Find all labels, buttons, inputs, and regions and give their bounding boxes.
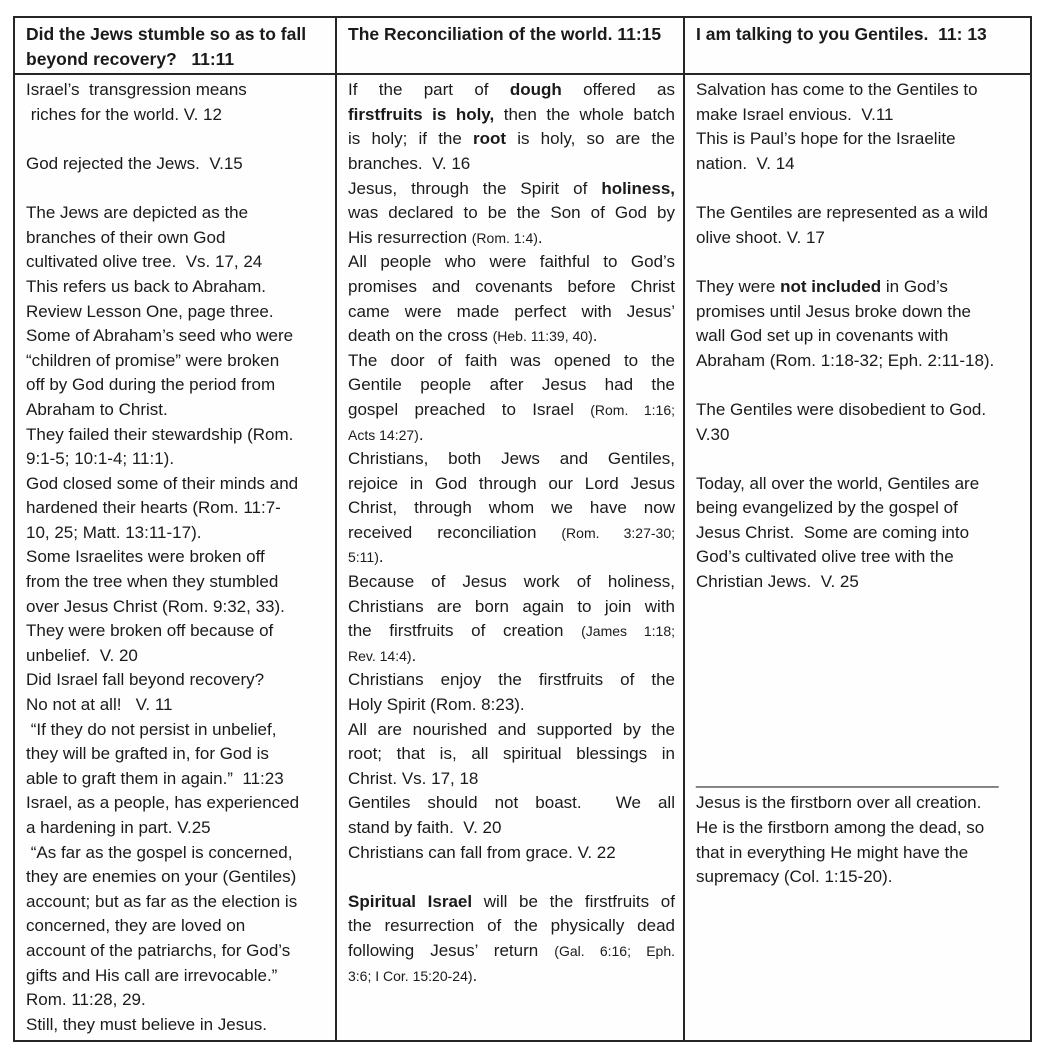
text-run: “children of promise” were broken <box>26 350 280 370</box>
text-line <box>26 964 327 989</box>
text-line <box>348 791 675 816</box>
text-line <box>696 865 1022 890</box>
blank-line <box>696 742 1022 767</box>
column-body-2 <box>684 74 1031 1041</box>
text-line <box>348 521 675 546</box>
text-line <box>696 324 1022 349</box>
text-run: make Israel envious. V.11 <box>696 104 894 124</box>
text-run: His resurrection <box>348 227 472 247</box>
text-line <box>26 201 327 226</box>
text-run: The Gentiles were disobedient to God. <box>696 399 987 419</box>
text-run: branches. V. 16 <box>348 153 471 173</box>
text-line <box>696 545 1022 570</box>
text-run: Holy Spirit (Rom. 8:23). <box>348 695 525 715</box>
text-line <box>696 570 1022 595</box>
text-run: came were made perfect with Jesus’ <box>348 301 675 321</box>
scripture-reference: (Rom. 1:16; <box>590 401 676 418</box>
text-line <box>696 226 1022 251</box>
text-run: riches for the world. V. 12 <box>26 104 222 124</box>
text-run: Christians are born again to join with <box>348 596 675 616</box>
text-line <box>696 300 1022 325</box>
text-line <box>696 78 1022 103</box>
text-run: they are enemies on your (Gentiles) <box>26 867 297 887</box>
text-line <box>696 152 1022 177</box>
text-line <box>348 816 675 841</box>
scripture-reference: (Gal. 6:16; Eph. <box>554 942 675 959</box>
text-line <box>696 127 1022 152</box>
text-run: account; but as far as the election is <box>26 891 298 911</box>
text-line <box>348 742 675 767</box>
text-line <box>348 767 675 792</box>
text-line <box>696 275 1022 300</box>
text-run: This is Paul’s hope for the Israelite <box>696 129 956 149</box>
text-line <box>696 423 1022 448</box>
text-run: Christ. Vs. 17, 18 <box>348 768 479 788</box>
text-run: ________________________________ <box>696 768 999 788</box>
blank-line <box>696 447 1022 472</box>
text-run: then the whole batch <box>494 104 675 124</box>
text-line <box>26 447 327 472</box>
text-line <box>26 250 327 275</box>
text-line <box>348 250 675 275</box>
text-run: promises until Jesus broke down the <box>696 301 971 321</box>
text-line <box>348 324 675 349</box>
text-line <box>26 570 327 595</box>
blank-line <box>26 127 327 152</box>
text-line <box>696 841 1022 866</box>
text-run: If the part of <box>348 80 510 100</box>
text-line <box>348 275 675 300</box>
text-run: Some Israelites were broken off <box>26 547 265 567</box>
text-line <box>348 349 675 374</box>
text-line <box>696 791 1022 816</box>
text-run: is holy, so are the <box>506 129 675 149</box>
table-header-row <box>14 17 1031 74</box>
text-run: V.30 <box>696 424 730 444</box>
text-run: received reconciliation <box>348 522 562 542</box>
text-line <box>26 718 327 743</box>
text-line <box>696 816 1022 841</box>
text-line <box>26 521 327 546</box>
text-run: . <box>378 547 384 567</box>
text-line <box>26 644 327 669</box>
text-run: Rom. 11:28, 29. <box>26 990 146 1010</box>
text-run: Because of Jesus work of holiness, <box>348 572 675 592</box>
text-run: able to graft them in again.” 11:23 <box>26 768 284 788</box>
text-run: Abraham (Rom. 1:18-32; Eph. 2:11-18). <box>696 350 995 370</box>
text-line <box>26 226 327 251</box>
scripture-reference: Acts 14:27) <box>348 426 419 443</box>
text-run: wall God set up in covenants with <box>696 326 949 346</box>
bold-text: dough <box>509 80 562 100</box>
text-line <box>348 570 675 595</box>
blank-line <box>696 718 1022 743</box>
text-run: . <box>537 227 543 247</box>
blank-line <box>696 595 1022 620</box>
scripture-reference: 5:11) <box>348 549 379 566</box>
scripture-reference: (James 1:18; <box>581 623 675 640</box>
text-run: They were broken off because of <box>26 621 274 641</box>
blank-line <box>696 668 1022 693</box>
text-line <box>26 349 327 374</box>
text-line <box>348 423 675 448</box>
text-run: was declared to be the Son of God by <box>348 203 675 223</box>
text-run: God closed some of their minds and <box>26 473 299 493</box>
text-run: concerned, they are loved on <box>26 916 246 936</box>
text-run: This refers us back to Abraham. <box>26 276 266 296</box>
text-run: that in everything He might have the <box>696 842 969 862</box>
blank-line <box>696 644 1022 669</box>
text-line <box>348 177 675 202</box>
text-run: . <box>411 645 417 665</box>
scripture-reference: (Heb. 11:39, 40) <box>492 328 593 345</box>
text-run: God’s cultivated olive tree with the <box>696 547 954 567</box>
text-line <box>348 398 675 423</box>
text-line <box>348 644 675 669</box>
text-line <box>348 103 675 128</box>
header-text: beyond recovery? 11:11 <box>26 48 235 69</box>
text-line <box>348 472 675 497</box>
text-run: account of the patriarchs, for God’s <box>26 940 291 960</box>
text-line <box>696 521 1022 546</box>
text-run: Jesus, through the Spirit of <box>348 178 602 198</box>
text-line <box>26 275 327 300</box>
text-run: will be the firstfruits of <box>472 891 675 911</box>
text-line <box>696 767 1022 792</box>
text-run: cultivated olive tree. Vs. 17, 24 <box>26 252 263 272</box>
text-run: being evangelized by the gospel of <box>696 498 958 518</box>
text-run: 10, 25; Matt. 13:11-17). <box>26 522 202 542</box>
text-line <box>348 718 675 743</box>
text-run: following Jesus’ return <box>348 940 555 960</box>
text-run: Gentile people after Jesus had the <box>348 375 675 395</box>
text-line <box>26 841 327 866</box>
text-run: the firstfruits of creation <box>348 621 582 641</box>
text-run: offered as <box>561 80 675 100</box>
text-line <box>348 127 675 152</box>
text-line <box>348 78 675 103</box>
blank-line <box>696 693 1022 718</box>
text-line <box>348 496 675 521</box>
text-line <box>348 841 675 866</box>
text-line <box>26 742 327 767</box>
text-line <box>348 300 675 325</box>
column-header-2 <box>684 17 1031 74</box>
text-run: in God’s <box>881 276 948 296</box>
bold-text: firstfruits is holy, <box>348 104 495 124</box>
text-run: Christian Jews. V. 25 <box>696 572 859 592</box>
text-run: root; that is, all spiritual blessings in <box>348 744 675 764</box>
text-run: Did Israel fall beyond recovery? <box>26 670 265 690</box>
text-run: supremacy (Col. 1:15-20). <box>696 867 893 887</box>
scripture-reference: (Rom. 1:4) <box>471 229 538 246</box>
text-line <box>696 472 1022 497</box>
text-line <box>26 865 327 890</box>
text-run: branches of their own God <box>26 227 226 247</box>
text-run: . <box>472 965 478 985</box>
text-line <box>696 103 1022 128</box>
text-run: Israel’s transgression means <box>26 80 247 100</box>
text-run: No not at all! V. 11 <box>26 695 173 715</box>
blank-line <box>696 619 1022 644</box>
scripture-reference: Rev. 14:4) <box>348 647 412 664</box>
text-line <box>696 349 1022 374</box>
text-line <box>696 496 1022 521</box>
text-line <box>348 693 675 718</box>
text-run: . <box>418 424 424 444</box>
text-run: The Gentiles are represented as a wild <box>696 203 988 223</box>
text-run: Review Lesson One, page three. <box>26 301 274 321</box>
text-line <box>26 423 327 448</box>
blank-line <box>26 177 327 202</box>
text-run: “As far as the gospel is concerned, <box>26 842 293 862</box>
text-line <box>26 595 327 620</box>
text-line <box>696 398 1022 423</box>
text-run: over Jesus Christ (Rom. 9:32, 33). <box>26 596 285 616</box>
text-run: Christians enjoy the firstfruits of the <box>348 670 675 690</box>
text-line <box>26 324 327 349</box>
text-run: “If they do not persist in unbelief, <box>26 719 277 739</box>
text-run: All are nourished and supported by the <box>348 719 675 739</box>
bible-study-table <box>13 16 1032 1042</box>
text-run: They were <box>696 276 781 296</box>
bold-text: Spiritual Israel <box>348 891 473 911</box>
text-run: Still, they must believe in Jesus. <box>26 1014 267 1034</box>
text-run: nation. V. 14 <box>696 153 795 173</box>
text-run: The door of faith was opened to the <box>348 350 675 370</box>
text-run: God rejected the Jews. V.15 <box>26 153 243 173</box>
bold-text: root <box>473 129 507 149</box>
table-body-row <box>14 74 1031 1041</box>
bold-text: not included <box>780 276 882 296</box>
text-line <box>26 767 327 792</box>
text-run: Christians can fall from grace. V. 22 <box>348 842 616 862</box>
text-line <box>26 373 327 398</box>
text-line <box>348 201 675 226</box>
text-line <box>348 226 675 251</box>
text-run: rejoice in God through our Lord Jesus <box>348 473 675 493</box>
column-header-0 <box>14 17 336 74</box>
blank-line <box>696 373 1022 398</box>
header-text: Did the Jews stumble so as to fall <box>26 24 307 44</box>
text-run: gospel preached to Israel <box>348 399 591 419</box>
text-line <box>26 791 327 816</box>
text-line <box>696 201 1022 226</box>
blank-line <box>696 250 1022 275</box>
text-line <box>348 373 675 398</box>
text-run: Israel, as a people, has experienced <box>26 793 300 813</box>
text-line <box>26 1013 327 1038</box>
text-line <box>348 595 675 620</box>
blank-line <box>696 177 1022 202</box>
text-run: a hardening in part. V.25 <box>26 818 211 837</box>
column-header-1 <box>336 17 684 74</box>
text-line <box>348 890 675 915</box>
text-line <box>348 619 675 644</box>
text-run: Today, all over the world, Gentiles are <box>696 473 980 493</box>
text-line <box>26 103 327 128</box>
text-line <box>26 693 327 718</box>
text-run: off by God during the period from <box>26 375 276 395</box>
text-line <box>26 816 327 841</box>
text-line <box>26 545 327 570</box>
text-run: Jesus Christ. Some are coming into <box>696 522 970 542</box>
text-line <box>26 78 327 103</box>
text-run: The Jews are depicted as the <box>26 203 249 223</box>
text-line <box>26 496 327 521</box>
scripture-reference: (Rom. 3:27-30; <box>561 524 675 541</box>
text-run: stand by faith. V. 20 <box>348 818 502 837</box>
text-run: . <box>592 326 598 346</box>
column-body-0 <box>14 74 336 1041</box>
text-run: He is the firstborn among the dead, so <box>696 818 985 837</box>
text-run: Salvation has come to the Gentiles to <box>696 80 978 100</box>
text-run: Jesus is the firstborn over all creation. <box>696 793 982 813</box>
text-line <box>26 300 327 325</box>
text-line <box>26 988 327 1013</box>
text-line <box>348 964 675 989</box>
text-run: unbelief. V. 20 <box>26 645 138 665</box>
text-run: Abraham to Christ. <box>26 399 168 419</box>
text-run: They failed their stewardship (Rom. <box>26 424 294 444</box>
text-line <box>348 914 675 939</box>
text-run: gifts and His call are irrevocable.” <box>26 965 278 985</box>
text-run: All people who were faithful to God’s <box>348 252 675 272</box>
text-line <box>348 545 675 570</box>
text-run: hardened their hearts (Rom. 11:7- <box>26 498 281 518</box>
bold-text: holiness, <box>601 178 675 198</box>
text-run: olive shoot. V. 17 <box>696 227 825 247</box>
header-text: I am talking to you Gentiles. 11: 13 <box>696 24 987 44</box>
text-line <box>26 939 327 964</box>
column-body-1 <box>336 74 684 1041</box>
scripture-reference: 3:6; I Cor. 15:20-24) <box>348 967 473 984</box>
blank-line <box>348 865 675 890</box>
text-run: from the tree when they stumbled <box>26 572 279 592</box>
text-line <box>348 668 675 693</box>
text-run: Some of Abraham’s seed who were <box>26 326 294 346</box>
text-run: Christians, both Jews and Gentiles, <box>348 449 675 469</box>
text-line <box>26 472 327 497</box>
text-run: the resurrection of the physically dead <box>348 916 675 936</box>
text-line <box>26 398 327 423</box>
text-run: Christ, through whom we have now <box>348 498 675 518</box>
text-line <box>26 668 327 693</box>
text-run: Gentiles should not boast. We all <box>348 793 675 813</box>
text-run: death on the cross <box>348 326 493 346</box>
text-line <box>26 914 327 939</box>
text-line <box>348 447 675 472</box>
text-run: is holy; if the <box>348 129 474 149</box>
header-text: The Reconciliation of the world. 11:15 <box>348 24 662 44</box>
text-line <box>26 890 327 915</box>
text-run: promises and covenants before Christ <box>348 276 675 296</box>
text-line <box>348 152 675 177</box>
text-run: they will be grafted in, for God is <box>26 744 269 764</box>
text-line <box>26 619 327 644</box>
text-run: 9:1-5; 10:1-4; 11:1). <box>26 449 175 469</box>
text-line <box>348 939 675 964</box>
text-line <box>26 152 327 177</box>
